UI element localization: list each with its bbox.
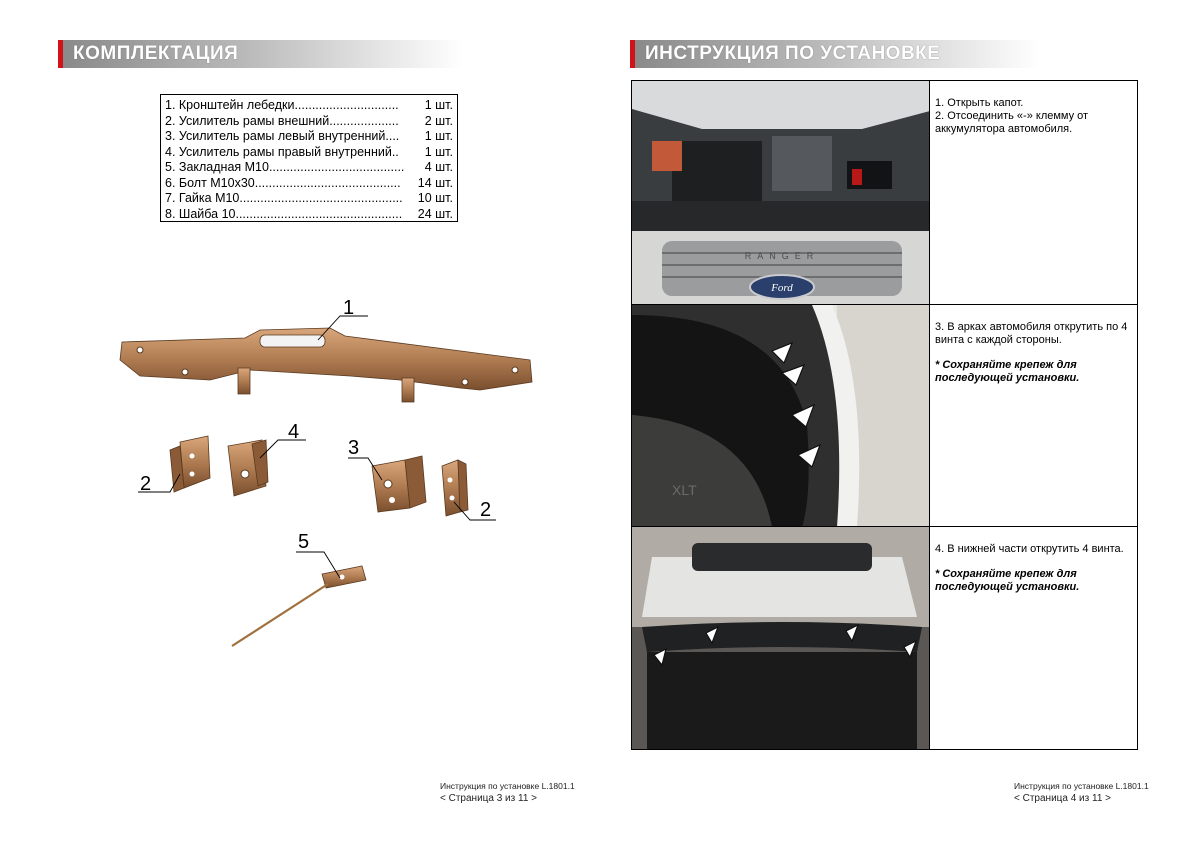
kit-item: 4. Усилитель рамы правый внутренний.. 1 шт. [165,144,453,159]
kit-item: 6. Болт М10х30.......................................... 14 шт. [165,175,453,190]
grille-label: RANGER [744,251,820,261]
page-title-instructions: ИНСТРУКЦИЯ ПО УСТАНОВКЕ [630,40,1040,68]
kit-item: 5. Закладная М10....................................... 4 шт. [165,160,453,174]
kit-list [160,94,458,222]
callout-4: 4 [288,421,300,443]
frame-reinforcement-right-inner [228,440,268,496]
embedded-plate-part [232,566,366,646]
step-text: 4. В нижней части открутить 4 винта. * Сохраняйте крепеж для последующей установки. [935,543,1124,593]
kit-item: 2. Усилитель рамы внешний.................... 2 шт. [165,113,453,128]
kit-item: 7. Гайка М10............................................... 10 шт. [165,191,453,205]
steps-table [631,80,1138,750]
step-photo-underbody [632,527,930,749]
callout-5: 5 [298,531,310,553]
frame-reinforcement-outer-right [442,460,468,516]
step-row [632,305,1137,527]
parts-drawing [100,290,560,660]
callout-2-right: 2 [480,499,492,521]
callout-1: 1 [343,297,355,319]
footer-page-number: < Страница 4 из 11 > [1014,793,1112,804]
footer-left [440,781,575,804]
winch-bracket-part [120,328,532,402]
kit-item: 8. Шайба 10................................................ 24 шт. [165,206,453,221]
kit-item: 1. Кронштейн лебедки.............................. 1 шт. [165,98,453,112]
callout-3: 3 [348,437,360,459]
frame-reinforcement-left-inner [372,456,426,512]
step-text: 1. Открыть капот. 2. Отсоединить «-» клемму от аккумулятора автомобиля. [935,97,1089,135]
callout-2-left: 2 [140,473,152,495]
step-photo-engine [632,81,930,304]
footer-page-number: < Страница 3 из 11 > [440,793,538,804]
page-title-kit: КОМПЛЕКТАЦИЯ [58,40,463,68]
step-photo-wheel-arch [632,305,930,526]
kit-item: 3. Усилитель рамы левый внутренний.... 1 шт. [165,129,453,143]
step-row [632,81,1137,305]
footer-doc-title: Инструкция по установке L.1801.1 [1014,781,1149,791]
footer-doc-title: Инструкция по установке L.1801.1 [440,781,575,791]
frame-reinforcement-outer-left [170,436,210,492]
tire-label: XLT [672,482,697,498]
ford-badge: Ford [771,282,793,294]
step-text: 3. В арках автомобиля открутить по 4 винта с каждой стороны. * Сохраняйте крепеж для последующей установки. [935,321,1128,384]
footer-right [1014,781,1149,804]
step-row [632,527,1137,749]
